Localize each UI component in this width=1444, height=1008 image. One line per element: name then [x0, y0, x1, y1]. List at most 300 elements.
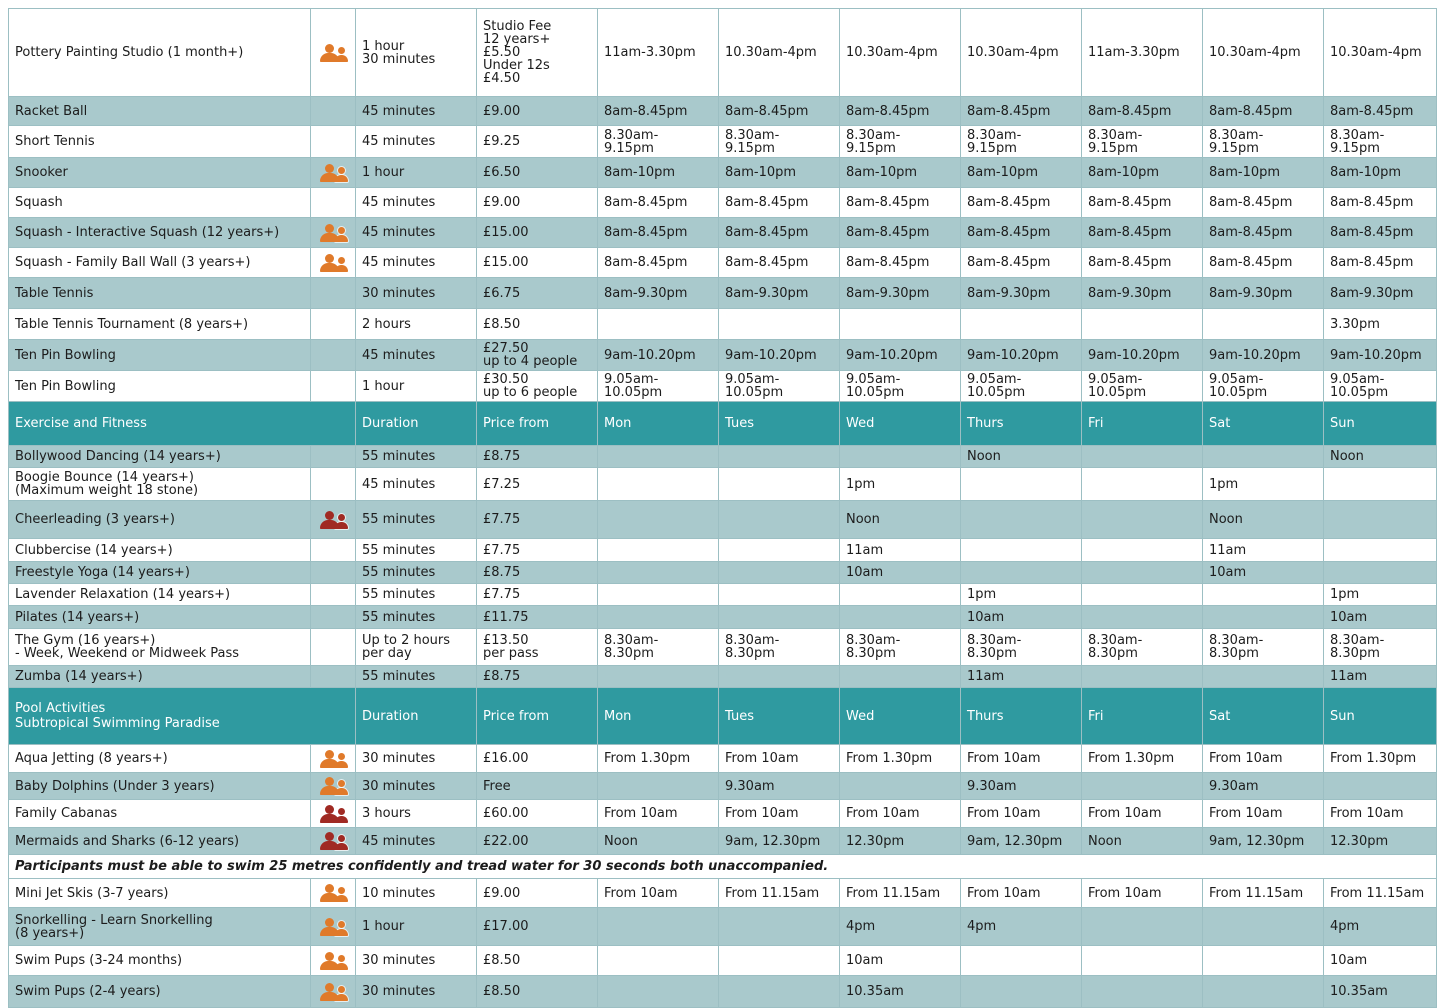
group-icon-cell — [311, 340, 356, 371]
day-time: 9.30am — [1203, 773, 1324, 800]
table-row — [9, 309, 1437, 340]
group-icon-cell — [311, 218, 356, 248]
day-time: Noon — [1324, 446, 1437, 468]
day-time: 3.30pm — [1324, 309, 1437, 340]
duration: 1 hour — [356, 908, 477, 946]
day-time — [598, 946, 719, 976]
day-time — [719, 501, 840, 539]
duration: 30 minutes — [356, 976, 477, 1008]
table-row — [9, 248, 1437, 278]
day-time — [719, 309, 840, 340]
group-icon-cell — [311, 828, 356, 855]
table-row — [9, 666, 1437, 688]
duration: 55 minutes — [356, 562, 477, 584]
group-icon-cell — [311, 248, 356, 278]
duration: 30 minutes — [356, 946, 477, 976]
day-time: 8am-8.45pm — [1203, 218, 1324, 248]
day-time: 10am — [1324, 606, 1437, 629]
duration: 1 hour — [356, 371, 477, 402]
activity-name: Aqua Jetting (8 years+) — [9, 745, 311, 773]
day-time: 8am-9.30pm — [1203, 278, 1324, 309]
day-time: 8am-8.45pm — [1324, 188, 1437, 218]
price: £7.75 — [477, 539, 598, 562]
duration: 55 minutes — [356, 606, 477, 629]
column-header: Duration — [356, 402, 477, 446]
group-icon-cell — [311, 278, 356, 309]
day-time: 12.30pm — [840, 828, 961, 855]
day-time — [1082, 946, 1203, 976]
day-time — [1203, 946, 1324, 976]
day-time: From 10am — [598, 879, 719, 908]
day-time: Noon — [1082, 828, 1203, 855]
day-time — [1082, 501, 1203, 539]
day-time: 8.30am- 8.30pm — [1203, 629, 1324, 666]
day-time: From 10am — [719, 800, 840, 828]
day-time: 9am-10.20pm — [598, 340, 719, 371]
group-icon-cell — [311, 501, 356, 539]
duration: 45 minutes — [356, 828, 477, 855]
group-icon-cell — [311, 126, 356, 158]
section-header — [9, 402, 1437, 446]
activity-name: Mermaids and Sharks (6-12 years) — [9, 828, 311, 855]
day-time: 8am-9.30pm — [1324, 278, 1437, 309]
day-time: 8am-8.45pm — [1203, 97, 1324, 126]
activity-name: Racket Ball — [9, 97, 311, 126]
day-time — [1203, 584, 1324, 606]
activity-name: Table Tennis — [9, 278, 311, 309]
day-time: 8am-8.45pm — [961, 97, 1082, 126]
day-time — [1203, 908, 1324, 946]
table-row — [9, 371, 1437, 402]
price: £9.25 — [477, 126, 598, 158]
day-time — [1082, 446, 1203, 468]
day-time — [598, 773, 719, 800]
section-title — [9, 402, 356, 446]
day-time: 9am, 12.30pm — [1203, 828, 1324, 855]
day-time: 8am-10pm — [1324, 158, 1437, 188]
group-icon-cell — [311, 539, 356, 562]
day-time: 8am-10pm — [719, 158, 840, 188]
day-time: 8am-8.45pm — [1082, 248, 1203, 278]
group-icon-cell — [311, 158, 356, 188]
people-icon — [318, 831, 348, 851]
price: £6.50 — [477, 158, 598, 188]
day-time: 8am-8.45pm — [1082, 97, 1203, 126]
group-icon-cell — [311, 666, 356, 688]
day-time: 8am-8.45pm — [598, 188, 719, 218]
duration: 45 minutes — [356, 340, 477, 371]
day-time: From 10am — [840, 800, 961, 828]
table-row — [9, 218, 1437, 248]
day-time: 8am-8.45pm — [1203, 188, 1324, 218]
day-time: 11am-3.30pm — [1082, 9, 1203, 97]
column-header: Fri — [1082, 402, 1203, 446]
day-time: 8am-8.45pm — [961, 188, 1082, 218]
day-time — [1324, 468, 1437, 501]
activity-name: Mini Jet Skis (3-7 years) — [9, 879, 311, 908]
table-row — [9, 584, 1437, 606]
column-header: Tues — [719, 688, 840, 745]
day-time — [1082, 976, 1203, 1008]
activity-name: Pottery Painting Studio (1 month+) — [9, 9, 311, 97]
day-time: 10am — [1324, 946, 1437, 976]
activity-name: Snorkelling - Learn Snorkelling (8 years+) — [9, 908, 311, 946]
group-icon-cell — [311, 879, 356, 908]
day-time: 9.05am- 10.05pm — [840, 371, 961, 402]
day-time: 8am-9.30pm — [1082, 278, 1203, 309]
price: £7.75 — [477, 584, 598, 606]
day-time — [1082, 666, 1203, 688]
table-row — [9, 908, 1437, 946]
price: £15.00 — [477, 248, 598, 278]
day-time: 9am-10.20pm — [1082, 340, 1203, 371]
day-time: 8am-10pm — [961, 158, 1082, 188]
day-time: From 10am — [719, 745, 840, 773]
activity-name: Table Tennis Tournament (8 years+) — [9, 309, 311, 340]
day-time — [961, 976, 1082, 1008]
day-time: 1pm — [961, 584, 1082, 606]
column-header: Mon — [598, 688, 719, 745]
table-row — [9, 745, 1437, 773]
day-time: 8.30am- 8.30pm — [1082, 629, 1203, 666]
group-icon-cell — [311, 745, 356, 773]
table-row — [9, 340, 1437, 371]
day-time — [840, 773, 961, 800]
day-time: 9.05am- 10.05pm — [961, 371, 1082, 402]
duration: 55 minutes — [356, 446, 477, 468]
day-time — [598, 539, 719, 562]
activity-name: Squash - Interactive Squash (12 years+) — [9, 218, 311, 248]
day-time: From 10am — [598, 800, 719, 828]
activity-name: Pilates (14 years+) — [9, 606, 311, 629]
day-time: 9am-10.20pm — [961, 340, 1082, 371]
price: £27.50 up to 4 people — [477, 340, 598, 371]
price: £9.00 — [477, 188, 598, 218]
day-time — [1203, 976, 1324, 1008]
column-header: Price from — [477, 688, 598, 745]
price: £7.75 — [477, 501, 598, 539]
day-time: 9.30am — [719, 773, 840, 800]
price: £22.00 — [477, 828, 598, 855]
duration: 30 minutes — [356, 278, 477, 309]
day-time — [719, 562, 840, 584]
group-icon-cell — [311, 371, 356, 402]
day-time — [840, 606, 961, 629]
table-row — [9, 9, 1437, 97]
day-time: 9am-10.20pm — [719, 340, 840, 371]
day-time: 1pm — [1324, 584, 1437, 606]
day-time: 8am-9.30pm — [719, 278, 840, 309]
price: £17.00 — [477, 908, 598, 946]
day-time — [1203, 606, 1324, 629]
group-icon-cell — [311, 629, 356, 666]
timetable-body — [9, 9, 1437, 1008]
day-time — [719, 468, 840, 501]
table-row — [9, 879, 1437, 908]
column-header: Wed — [840, 402, 961, 446]
column-header: Duration — [356, 688, 477, 745]
day-time — [719, 539, 840, 562]
people-icon — [318, 883, 348, 903]
day-time: 8am-10pm — [1082, 158, 1203, 188]
day-time — [840, 446, 961, 468]
day-time: 8am-8.45pm — [1082, 218, 1203, 248]
day-time: From 1.30pm — [598, 745, 719, 773]
table-row — [9, 468, 1437, 501]
price: £9.00 — [477, 97, 598, 126]
price: £11.75 — [477, 606, 598, 629]
day-time: 10am — [1203, 562, 1324, 584]
day-time: 8am-8.45pm — [719, 97, 840, 126]
table-row — [9, 97, 1437, 126]
group-icon-cell — [311, 946, 356, 976]
day-time: 9.05am- 10.05pm — [1203, 371, 1324, 402]
day-time — [1082, 539, 1203, 562]
day-time: 8am-8.45pm — [598, 97, 719, 126]
group-icon-cell — [311, 773, 356, 800]
day-time: From 10am — [1203, 745, 1324, 773]
column-header: Thurs — [961, 402, 1082, 446]
activity-name: Freestyle Yoga (14 years+) — [9, 562, 311, 584]
column-header: Sat — [1203, 402, 1324, 446]
activity-name: Lavender Relaxation (14 years+) — [9, 584, 311, 606]
section-title-text: Exercise and Fitness — [15, 416, 147, 431]
group-icon-cell — [311, 446, 356, 468]
section-title — [9, 688, 356, 745]
price: £7.25 — [477, 468, 598, 501]
day-time — [1203, 446, 1324, 468]
day-time: 8.30am- 9.15pm — [1082, 126, 1203, 158]
day-time: 8am-8.45pm — [719, 188, 840, 218]
day-time: 8am-10pm — [1203, 158, 1324, 188]
day-time: 9.05am- 10.05pm — [1082, 371, 1203, 402]
note-row — [9, 855, 1437, 879]
day-time: From 1.30pm — [1082, 745, 1203, 773]
day-time: 9am-10.20pm — [1203, 340, 1324, 371]
price: £8.50 — [477, 309, 598, 340]
day-time — [961, 946, 1082, 976]
day-time: 10am — [840, 562, 961, 584]
day-time: 9am, 12.30pm — [961, 828, 1082, 855]
day-time: 9.30am — [961, 773, 1082, 800]
day-time: From 10am — [1082, 800, 1203, 828]
day-time: 1pm — [1203, 468, 1324, 501]
group-icon-cell — [311, 584, 356, 606]
group-icon-cell — [311, 9, 356, 97]
day-time: 8.30am- 8.30pm — [840, 629, 961, 666]
section-title-text: Pool Activities — [15, 700, 106, 716]
day-time — [719, 606, 840, 629]
activity-name: Clubbercise (14 years+) — [9, 539, 311, 562]
day-time: 8.30am- 9.15pm — [598, 126, 719, 158]
day-time: 8.30am- 9.15pm — [961, 126, 1082, 158]
day-time — [1324, 773, 1437, 800]
day-time — [1324, 539, 1437, 562]
day-time: Noon — [840, 501, 961, 539]
day-time: 4pm — [961, 908, 1082, 946]
day-time: 8am-8.45pm — [719, 248, 840, 278]
duration: 30 minutes — [356, 745, 477, 773]
people-icon — [318, 163, 348, 183]
day-time: 8am-8.45pm — [719, 218, 840, 248]
day-time: 8am-9.30pm — [598, 278, 719, 309]
day-time: 9am, 12.30pm — [719, 828, 840, 855]
activity-name: Cheerleading (3 years+) — [9, 501, 311, 539]
day-time: 4pm — [1324, 908, 1437, 946]
day-time: 12.30pm — [1324, 828, 1437, 855]
day-time: 8am-8.45pm — [1324, 218, 1437, 248]
activity-timetable — [8, 8, 1437, 1008]
duration: 55 minutes — [356, 539, 477, 562]
price: £13.50 per pass — [477, 629, 598, 666]
day-time: 9.05am- 10.05pm — [598, 371, 719, 402]
duration: 45 minutes — [356, 126, 477, 158]
day-time: 11am-3.30pm — [598, 9, 719, 97]
table-row — [9, 800, 1437, 828]
price: £16.00 — [477, 745, 598, 773]
day-time: 9am-10.20pm — [1324, 340, 1437, 371]
day-time — [598, 908, 719, 946]
activity-name: Squash - Family Ball Wall (3 years+) — [9, 248, 311, 278]
day-time: 10.30am-4pm — [961, 9, 1082, 97]
day-time — [598, 666, 719, 688]
day-time: From 10am — [1324, 800, 1437, 828]
column-header: Sat — [1203, 688, 1324, 745]
price: £15.00 — [477, 218, 598, 248]
day-time — [598, 606, 719, 629]
table-row — [9, 188, 1437, 218]
column-header: Tues — [719, 402, 840, 446]
day-time: From 10am — [961, 745, 1082, 773]
day-time: 8am-8.45pm — [840, 248, 961, 278]
table-row — [9, 946, 1437, 976]
day-time: 8am-8.45pm — [1082, 188, 1203, 218]
day-time: 8am-10pm — [598, 158, 719, 188]
day-time — [598, 468, 719, 501]
duration: 1 hour 30 minutes — [356, 9, 477, 97]
duration: 2 hours — [356, 309, 477, 340]
price: Free — [477, 773, 598, 800]
activity-name: The Gym (16 years+) - Week, Weekend or Midweek Pass — [9, 629, 311, 666]
day-time: 4pm — [840, 908, 961, 946]
duration: 3 hours — [356, 800, 477, 828]
day-time: 11am — [1324, 666, 1437, 688]
day-time: 8am-8.45pm — [840, 97, 961, 126]
section-subtitle: Subtropical Swimming Paradise — [15, 715, 220, 731]
day-time: Noon — [961, 446, 1082, 468]
day-time — [719, 976, 840, 1008]
day-time — [598, 976, 719, 1008]
day-time — [598, 309, 719, 340]
duration: 45 minutes — [356, 248, 477, 278]
column-header: Mon — [598, 402, 719, 446]
group-icon-cell — [311, 309, 356, 340]
day-time: From 11.15am — [840, 879, 961, 908]
price: £8.50 — [477, 976, 598, 1008]
table-row — [9, 501, 1437, 539]
people-icon — [318, 43, 348, 63]
day-time — [1082, 606, 1203, 629]
day-time: 8.30am- 9.15pm — [1203, 126, 1324, 158]
activity-name: Ten Pin Bowling — [9, 371, 311, 402]
price: £8.50 — [477, 946, 598, 976]
day-time — [719, 908, 840, 946]
day-time — [1082, 468, 1203, 501]
day-time — [961, 309, 1082, 340]
day-time: From 1.30pm — [840, 745, 961, 773]
people-icon — [318, 917, 348, 937]
day-time: 11am — [961, 666, 1082, 688]
day-time: 8am-8.45pm — [598, 218, 719, 248]
table-row — [9, 562, 1437, 584]
day-time: 8am-8.45pm — [1203, 248, 1324, 278]
day-time — [719, 584, 840, 606]
day-time: 8am-8.45pm — [840, 188, 961, 218]
day-time: 1pm — [840, 468, 961, 501]
day-time — [1324, 562, 1437, 584]
day-time — [598, 446, 719, 468]
day-time: 8.30am- 8.30pm — [961, 629, 1082, 666]
day-time: From 10am — [1082, 879, 1203, 908]
day-time — [719, 946, 840, 976]
column-header: Price from — [477, 402, 598, 446]
day-time: 11am — [840, 539, 961, 562]
table-row — [9, 539, 1437, 562]
activity-name: Boogie Bounce (14 years+) (Maximum weight 18 stone) — [9, 468, 311, 501]
day-time: From 11.15am — [1203, 879, 1324, 908]
table-row — [9, 976, 1437, 1008]
day-time — [961, 562, 1082, 584]
activity-name: Family Cabanas — [9, 800, 311, 828]
activity-name: Swim Pups (2-4 years) — [9, 976, 311, 1008]
table-row — [9, 126, 1437, 158]
activity-name: Swim Pups (3-24 months) — [9, 946, 311, 976]
day-time: 8am-8.45pm — [840, 218, 961, 248]
duration: 55 minutes — [356, 584, 477, 606]
duration: 10 minutes — [356, 879, 477, 908]
day-time: 10.30am-4pm — [1324, 9, 1437, 97]
price: £8.75 — [477, 562, 598, 584]
column-header: Wed — [840, 688, 961, 745]
day-time: 8.30am- 9.15pm — [840, 126, 961, 158]
day-time — [598, 501, 719, 539]
people-icon — [318, 510, 348, 530]
column-header: Thurs — [961, 688, 1082, 745]
day-time: From 10am — [961, 800, 1082, 828]
day-time: 8am-8.45pm — [598, 248, 719, 278]
day-time: 8.30am- 8.30pm — [598, 629, 719, 666]
day-time: 10.35am — [840, 976, 961, 1008]
table-row — [9, 278, 1437, 309]
day-time: From 11.15am — [719, 879, 840, 908]
price: Studio Fee 12 years+ £5.50 Under 12s £4.50 — [477, 9, 598, 97]
people-icon — [318, 749, 348, 769]
duration: 45 minutes — [356, 468, 477, 501]
people-icon — [318, 982, 348, 1002]
day-time: 10.30am-4pm — [1203, 9, 1324, 97]
day-time — [1082, 309, 1203, 340]
group-icon-cell — [311, 97, 356, 126]
day-time: From 1.30pm — [1324, 745, 1437, 773]
table-row — [9, 158, 1437, 188]
day-time: 8.30am- 8.30pm — [1324, 629, 1437, 666]
day-time — [1082, 908, 1203, 946]
activity-name: Snooker — [9, 158, 311, 188]
day-time — [1203, 309, 1324, 340]
table-row — [9, 773, 1437, 800]
day-time: From 11.15am — [1324, 879, 1437, 908]
day-time — [719, 666, 840, 688]
